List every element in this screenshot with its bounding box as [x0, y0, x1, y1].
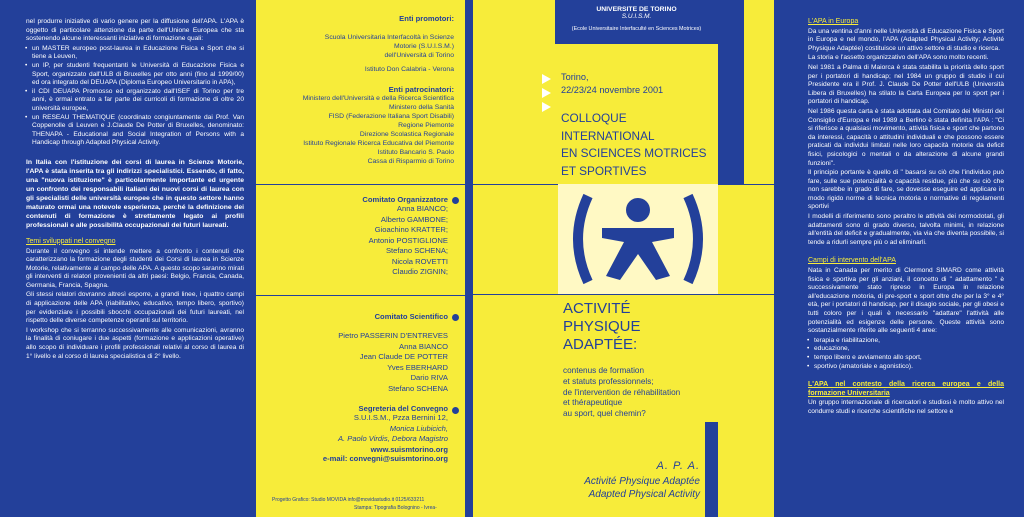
right-text-1b: La storia e l'assetto organizzativo dell'APA sono molto recenti. — [808, 54, 989, 62]
website-link[interactable]: www.suismtorino.org — [370, 444, 448, 454]
right-text-1f: I modelli di riferimento sono peraltro le attività dei normodotati, gli adattamenti sono di grado diverso, talvolta minimi, in relazione all'entità del deficit e gradualmente, via via che diventa possibile, si tende a ridurli sempre più o ad eliminarli. — [808, 213, 1004, 246]
patrocinatori-list — [303, 94, 454, 166]
list-item: Gioachino KRATTER; — [374, 225, 448, 234]
scientifico-title: Comitato Scientifico — [374, 312, 448, 321]
list-item: Anna BIANCO — [399, 341, 448, 351]
cover-bottom-strip — [705, 422, 718, 517]
left-intro: nel produrre iniziative di vario genere per la diffusione dell'APA. L'APA è oggetto di particolare attenzione da parte dell'Unione Europea che sta sostenendo alcune interessanti iniziative di formazione quali: — [26, 18, 244, 43]
apa-person-logo — [558, 184, 718, 294]
university-header — [555, 0, 718, 44]
divider — [256, 184, 465, 185]
list-item: Alberto GAMBONE; — [380, 214, 448, 224]
left-bullet-list — [26, 45, 244, 148]
list-item: Ministero della Sanità — [389, 104, 454, 111]
right-text — [808, 18, 1004, 417]
left-section-text-3: I workshop che si terranno successivamente alle comunicazioni, avranno la finalità di coniugare i due aspetti (formazione e applicazioni operative) allo scopo di individuare i profili professionali relativi al corso di laurea di 1° livello e al corso di laurea specialistica di 2° livello. — [26, 326, 244, 360]
section-title-temi: Temi sviluppati nel convegno — [26, 237, 116, 245]
list-item: FISD (Federazione Italiana Sport Disabili) — [328, 113, 454, 120]
colloque-line: EN SCIENCES MOTRICES — [561, 146, 707, 161]
list-item: Ministero dell'Università e della Ricerca Scientifica — [302, 95, 454, 102]
colloque-line: ET SPORTIVES — [561, 163, 647, 178]
right-text-1: Da una ventina d'anni nelle Università di Educazione Fisica e Sport in Europa e nel mondo, l'APA (Adapted Physical Activity; Activité Physique Adaptée) costituisce un attivo settore di studio e ricerca. — [808, 27, 1004, 52]
divider — [256, 295, 465, 296]
left-bold-paragraph: In Italia con l'istituzione dei corsi di laurea in Scienze Motorie, l'APA è stata inserita tra gli indirizzi specialistici. Essendo, di fatto, una "nuova istituzione" è particolarmente importante ed urgente un confronto dei responsabili italiani dei nuovi corsi di laurea con gli specialisti delle università europee che in questo settore hanno maturato ormai una notevole esperienza, perché la definizione dei contenuti di formazione è strettamente legato ai profili professionali e alle possibilità occupazionali dei futuri laureati. — [26, 158, 244, 229]
cover-left-strip — [465, 0, 473, 517]
list-item: • un RESEAU THEMATIQUE (coordinato congiuntamente dai Prof. Van Coppenolle di Leuven e J.Claude De Potter di Bruxelles, denominato: THENAPA - Educational and Social Integration of Persons with a Handicap through Adapted Physical Activity. — [26, 114, 244, 148]
event-date: 22/23/24 novembre 2001 — [561, 85, 664, 95]
patrocinatori-block — [303, 85, 454, 166]
apa-acronym: A. P. A. — [656, 460, 700, 472]
left-section-text-2: Gli stessi relatori dovranno altresì esporre, a grandi linee, i quattro campi di applicazione delle APA (riabilitativo, educativo, tempo libero, sportivo) per evidenziare i possibili sbocchi occupazionali dei futuri laureati, nel rispetto delle diverse competenze operanti sul territorio. — [26, 291, 244, 325]
list-item: • terapia e riabilitazione, — [808, 337, 1004, 346]
list-item: Direzione Scolastica Regionale — [359, 131, 454, 138]
apa-subtitle-line: contenus de formation — [563, 366, 645, 375]
list-item: dell'Università di Torino — [384, 52, 454, 59]
segreteria-list — [323, 413, 448, 445]
list-item: • un IP, per studenti frequentanti le Università di Educazione Fisica e Sport, organizzato dall'ULB di Bruxelles per otto anni (fino al 1999/00) ed ora integrato del DEUAPA (Diploma Europeo Universitario in APA), — [26, 62, 244, 88]
apa-subtitle-line: et statuts professionnels; — [563, 376, 654, 386]
list-item: Nicola ROVETTI — [391, 256, 448, 266]
section-title-ricerca: L'APA nel contesto della ricerca europea e della formazione Universitaria — [808, 381, 1004, 397]
list-item: • il CDI DEUAPA Promosso ed organizzato dall'ISEF di Torino per tre anni, è ormai entrato a far parte dei curricoli di formazione di oltre 20 università europee, — [26, 88, 244, 114]
left-section-text: Durante il convegno si intende mettere a confronto i contenuti che caratterizzano la formazione degli studenti dei Corsi di laurea in Scienze Motorie, relativamente al campo delle APA. A questo scopo saranno mirati gli interventi di relatori provenienti da altri paesi: Belgio, Francia, Canada, Germania, Francia, Spagna. — [26, 247, 244, 289]
list-item: Cassa di Risparmio di Torino — [367, 158, 454, 165]
list-item: Stefano SCHENA — [388, 383, 448, 393]
areas-list — [808, 337, 1004, 371]
list-item: Scuola Universitaria Interfacoltà in Scienze — [324, 34, 454, 41]
apa-acronym-block — [584, 460, 700, 501]
list-item: Anna BIANCO; — [396, 204, 448, 213]
apa-acronym-fr: Activité Physique Adaptée — [584, 476, 700, 487]
promotori-title: Enti promotori: — [399, 14, 454, 23]
apa-subtitle — [563, 366, 680, 420]
section-title-campi: Campi di intervento dell'APA — [808, 257, 896, 265]
scientifico-list — [338, 331, 448, 394]
segreteria-title: Segreteria del Convegno — [358, 404, 448, 413]
colloque-title — [561, 110, 707, 180]
credits-design: Progetto Grafico: Studio MOVIDA info@movidastudio.it 0125/633211 — [272, 497, 425, 503]
list-item: Pietro PASSERIN D'ENTREVES — [338, 331, 448, 340]
promotori-block — [325, 14, 454, 74]
right-text-1c: Nel 1981 a Palma di Maiorca è stata stabilita la priorità dello sport per i portatori di handicap; nel 1984 un gruppo di studio il cui Presidente era il Prof. J. Claude De Potter dell'ULB (Università Libera di Bruxelles) ha stilato la Carta Europea per lo sport per i portatori di handicap. — [808, 63, 1004, 106]
list-item: S.U.I.S.M., Pzza Bernini 12, — [353, 413, 448, 422]
list-item: Stefano SCHENA; — [385, 246, 448, 255]
right-text-1d: Nel 1986 questa carta è stata adottata dal Comitato dei Ministri del Consiglio d'Europa e nel 1989 a Berlino è stata definita l'APA : "Ci si riferisce a qualsiasi movimento, attività fisica e sport che partono da interessi, capacità o attitudini individuali e che possono essere praticati da individui limitati nelle loro capacità motorie da deficit fisici, psicologici o mentali o da alterazione di alcune grandi funzioni". — [808, 107, 1004, 167]
list-item: Istituto Don Calabria - Verona — [364, 66, 454, 73]
list-item: • un MASTER europeo post-laurea in Educazione Fisica e Sport che si tiene a Leuven, — [26, 45, 244, 62]
right-text-1e: Il principio portante è quello di " basarsi su ciò che l'individuo può fare, sulle sue potenzialità e capacità residue, più che su ciò che non sarebbe in grado di fare, se dovesse eseguire ed applicare in modo rigido norme di tecnica motoria o normative di regolamenti sportivi — [808, 169, 1004, 211]
organizzatore-list — [362, 204, 448, 278]
cover-panel — [465, 0, 774, 517]
divider — [473, 294, 774, 295]
right-text-3: Un gruppo internazionale di ricercatori e studiosi è molto attivo nel condurre studi e ricerche scientifiche nel settore e — [808, 399, 1004, 415]
university-name: UNIVERSITE DE TORINO — [596, 6, 677, 13]
apa-subtitle-line: et thérapeutique — [563, 398, 623, 408]
school-full-name: (Ecole Universitaire Interfaculté en Sciences Motrices) — [571, 26, 702, 32]
credits-print: Stampa: Tipografia Bolognino - Ivrea- — [354, 505, 437, 511]
right-column — [774, 0, 1024, 517]
list-item: Dario RIVA — [410, 373, 448, 382]
right-text-2: Nata in Canada per merito di Clermond SIMARD come attività fisica e sportiva per gli anziani, il concetto di " adattamento " è successivamente stato ripreso in Europa in relazione all'educazione motoria, di pre-sport e sport oltre che per la 3° e 4° età, per i portatori di handicap, per il disagio sociale, per gli obesi e tutti coloro per i quali è necessario "adattare" l'attività alle potenzialità ed esigenze delle persone. Queste attività sono sostanzialmente riferite alle seguenti 4 aree: — [808, 267, 1004, 335]
event-dates — [561, 71, 663, 97]
bullet-dot — [452, 197, 459, 204]
email-link[interactable]: e-mail: convegni@suismtorino.org — [322, 453, 448, 463]
bullet-dot — [452, 314, 459, 321]
apa-subtitle-line: au sport, quel chemin? — [563, 409, 646, 419]
list-item: Istituto Bancario S. Paolo — [377, 149, 454, 156]
scientifico-block — [338, 312, 448, 394]
event-city: Torino, — [561, 72, 589, 82]
list-item: Jean Claude DE POTTER — [359, 352, 448, 361]
credits — [272, 496, 437, 512]
patrocinatori-title: Enti patrocinatori: — [388, 85, 454, 94]
apa-acronym-en: Adapted Physical Activity — [588, 489, 700, 500]
organizzatore-title: Comitato Organizzatore — [362, 195, 448, 204]
apa-logo-box — [558, 184, 718, 294]
school-name: S.U.I.S.M. — [621, 13, 652, 20]
list-item: • educazione, — [808, 345, 1004, 354]
arrow-icon — [542, 88, 551, 98]
cover-right-strip — [718, 0, 744, 184]
middle-column — [256, 0, 465, 517]
list-item: • tempo libero e avviamento allo sport, — [808, 354, 1004, 363]
organizzatore-block — [362, 195, 448, 278]
segreteria-block — [323, 404, 448, 463]
list-item: Yves EBERHARD — [387, 362, 448, 372]
list-item: Claudio ZIGNIN; — [392, 267, 448, 276]
colloque-line: COLLOQUE — [561, 111, 627, 125]
arrow-icon — [542, 74, 551, 84]
list-item: Antonio POSTIGLIONE — [368, 235, 448, 245]
arrow-icon — [542, 102, 551, 112]
list-item: Motorie (S.U.I.S.M.) — [393, 43, 454, 50]
apa-title-line: ADAPTÉE: — [563, 336, 638, 353]
list-item: Regione Piemonte — [398, 122, 454, 129]
apa-title-line: ACTIVITÉ — [563, 300, 631, 317]
apa-title-line: PHYSIQUE — [563, 318, 641, 335]
promotori-list — [325, 33, 454, 74]
list-item: Monica Liubicich, — [389, 423, 448, 433]
list-item: A. Paolo Virdis, Debora Magistro — [337, 434, 448, 443]
apa-title — [563, 300, 641, 354]
section-title-europa: L'APA in Europa — [808, 18, 859, 25]
list-item: Istituto Regionale Ricerca Educativa del Piemonte — [303, 140, 454, 147]
colloque-line: INTERNATIONAL — [561, 128, 655, 143]
left-text — [26, 18, 244, 361]
apa-subtitle-line: de l'intervention de réhabilitation — [563, 387, 681, 397]
left-column — [0, 0, 256, 517]
list-item: • sportivo (amatoriale e agonistico). — [808, 363, 1004, 372]
bullet-dot — [452, 407, 459, 414]
